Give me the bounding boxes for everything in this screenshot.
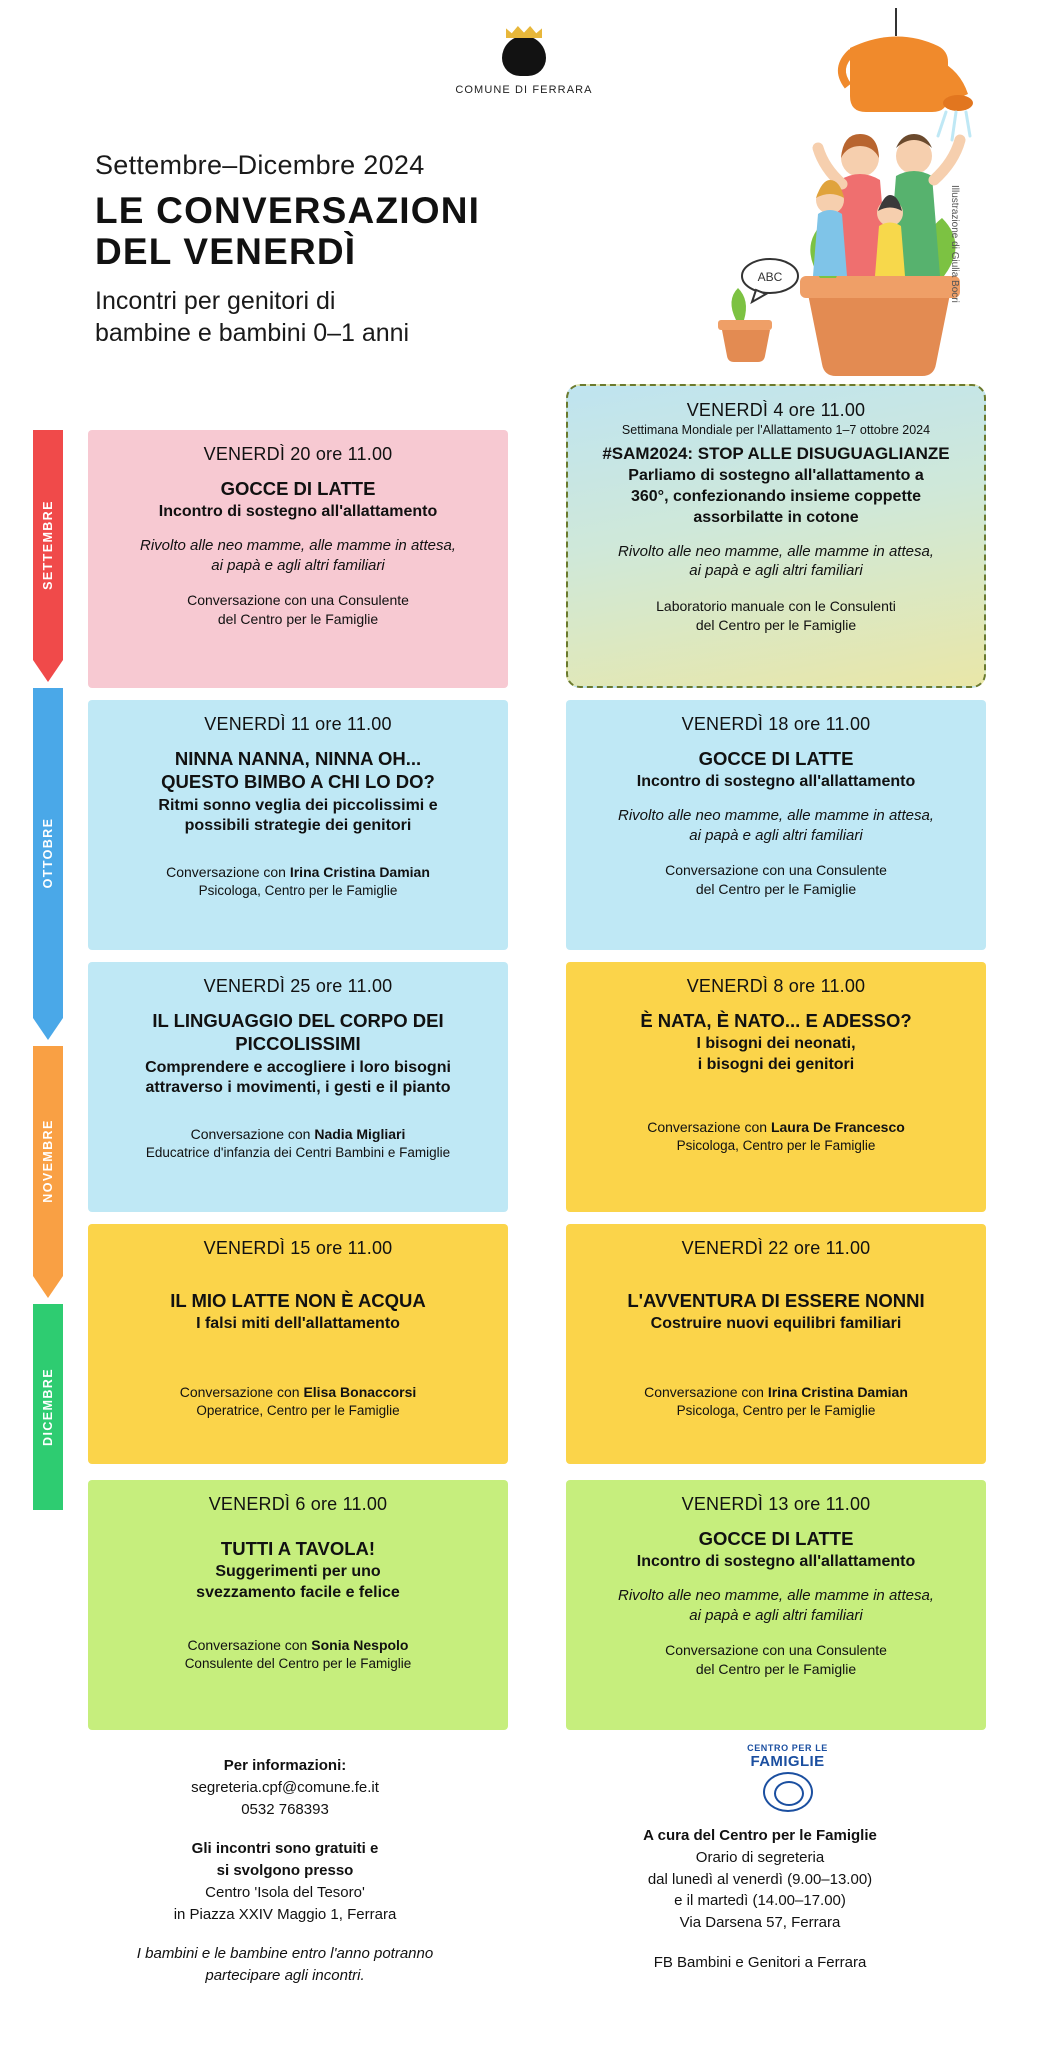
- event-desc-line-2: i bisogni dei genitori: [697, 1056, 855, 1074]
- social-handle[interactable]: FB Bambini e Genitori a Ferrara: [653, 1953, 867, 1971]
- event-desc: [104, 1562, 492, 1604]
- event-card-ott-25[interactable]: [88, 962, 508, 1212]
- watering-can-illustration-icon: [700, 8, 990, 378]
- event-card-dic-6[interactable]: [88, 1480, 508, 1730]
- event-with-person: Irina Cristina Damian: [289, 864, 430, 881]
- event-desc-line-1: I bisogni dei neonati,: [696, 1035, 856, 1053]
- event-with: [104, 863, 492, 900]
- subtitle-line-1: Incontri per genitori di: [95, 286, 336, 315]
- event-target-line-2: ai papà e agli altri familiari: [689, 1606, 863, 1624]
- event-role: Psicologa, Centro per le Famiglie: [198, 883, 398, 899]
- event-desc-line-2: possibili strategie dei genitori: [184, 817, 412, 835]
- event-title: È NATA, È NATO... E ADESSO?: [640, 1010, 912, 1031]
- event-with-line-2: del Centro per le Famiglie: [695, 880, 857, 897]
- event-role: Consulente del Centro per le Famiglie: [184, 1655, 412, 1671]
- title-line-2: DEL VENERDÌ: [95, 231, 357, 273]
- event-when: VENERDÌ 6 ore 11.00: [208, 1494, 388, 1514]
- event-with: [582, 1118, 970, 1155]
- event-with-person: Sonia Nespolo: [311, 1636, 409, 1653]
- venue-line-2: in Piazza XXIV Maggio 1, Ferrara: [173, 1905, 397, 1923]
- event-with-person: Nadia Migliari: [314, 1126, 406, 1143]
- event-title-line-2: QUESTO BIMBO A CHI LO DO?: [161, 771, 435, 793]
- event-title: GOCCE DI LATTE: [698, 748, 854, 769]
- event-with-line-1: Conversazione con una Consulente: [665, 1642, 887, 1659]
- crest-label: COMUNE DI FERRARA: [455, 84, 593, 96]
- event-card-ott-18[interactable]: [566, 700, 986, 950]
- event-target-line-2: ai papà e agli altri familiari: [689, 562, 863, 580]
- logo-line-1: CENTRO PER LE: [747, 1743, 828, 1753]
- free-line-1: Gli incontri sono gratuiti e: [191, 1840, 379, 1858]
- event-with-line-2: del Centro per le Famiglie: [695, 616, 857, 633]
- event-card-sett-20[interactable]: [88, 430, 508, 688]
- event-when: VENERDÌ 13 ore 11.00: [681, 1494, 871, 1514]
- event-with-person: Laura De Francesco: [770, 1118, 905, 1135]
- curated-by: A cura del Centro per le Famiglie: [643, 1827, 877, 1844]
- event-target: [584, 542, 968, 581]
- event-desc-line-1: Suggerimenti per uno: [215, 1563, 381, 1581]
- event-with-line-1: Conversazione con una Consulente: [187, 592, 409, 609]
- event-with-prefix: Conversazione con: [187, 1636, 312, 1653]
- event-desc: [104, 796, 492, 838]
- event-desc-line-3: assorbilatte in cotone: [693, 509, 859, 526]
- event-when: VENERDÌ 15 ore 11.00: [203, 1238, 393, 1258]
- event-target-line-1: Rivolto alle neo mamme, alle mamme in attesa,: [618, 1587, 934, 1605]
- contact-phone[interactable]: 0532 768393: [241, 1800, 329, 1818]
- month-label-dicembre: DICEMBRE: [41, 1368, 55, 1446]
- event-card-sam2024[interactable]: [566, 384, 986, 688]
- event-with-prefix: Conversazione con: [190, 1126, 315, 1143]
- office-address: Via Darsena 57, Ferrara: [679, 1914, 841, 1931]
- event-title: L'AVVENTURA DI ESSERE NONNI: [627, 1290, 925, 1311]
- event-role: Psicologa, Centro per le Famiglie: [676, 1137, 876, 1153]
- event-desc: Incontro di sostegno all'allattamento: [158, 503, 438, 521]
- event-with-person: Irina Cristina Damian: [767, 1384, 908, 1401]
- event-desc-line-1: Parliamo di sostegno all'allattamento a: [628, 467, 924, 485]
- info-title: Per informazioni:: [223, 1757, 347, 1774]
- footer-contacts: [90, 1755, 480, 1987]
- poster-subtitle: [95, 285, 695, 350]
- page-title: [95, 190, 695, 273]
- event-desc: Costruire nuovi equilibri familiari: [650, 1315, 902, 1333]
- event-target-line-2: ai papà e agli altri familiari: [211, 556, 385, 574]
- event-title-line-1: IL LINGUAGGIO DEL CORPO DEI: [152, 1010, 444, 1031]
- event-with: [104, 591, 492, 629]
- event-with: [582, 1383, 970, 1420]
- event-card-nov-8[interactable]: [566, 962, 986, 1212]
- venue-line-1: Centro 'Isola del Tesoro': [205, 1883, 365, 1901]
- month-band-novembre: [33, 1046, 63, 1276]
- event-with: [582, 861, 970, 899]
- hours-title: Orario di segreteria: [695, 1848, 825, 1866]
- event-with-prefix: Conversazione con: [644, 1384, 768, 1401]
- month-arrow-settembre: [33, 660, 63, 682]
- event-with: [584, 597, 968, 635]
- event-target-line-2: ai papà e agli altri familiari: [689, 826, 863, 844]
- month-arrow-ottobre: [33, 1018, 63, 1040]
- event-title-line-2: PICCOLISSIMI: [235, 1033, 361, 1055]
- event-role: Educatrice d'infanzia dei Centri Bambini e Famiglie: [145, 1145, 451, 1161]
- children-line-2: partecipare agli incontri.: [205, 1967, 365, 1984]
- event-when: VENERDÌ 20 ore 11.00: [203, 444, 393, 464]
- event-desc-line-2: attraverso i movimenti, i gesti e il pianto: [145, 1079, 451, 1097]
- month-band-dicembre: [33, 1304, 63, 1510]
- event-target: [582, 806, 970, 845]
- event-when: VENERDÌ 8 ore 11.00: [686, 976, 866, 996]
- event-target-line-1: Rivolto alle neo mamme, alle mamme in attesa,: [618, 542, 934, 560]
- event-with: [104, 1636, 492, 1673]
- event-with-line-1: Laboratorio manuale con le Consulenti: [656, 597, 896, 614]
- event-desc: [104, 1058, 492, 1100]
- event-desc-line-2: 360°, confezionando insieme coppette: [630, 488, 921, 506]
- children-line-1: I bambini e le bambine entro l'anno potranno: [136, 1945, 434, 1963]
- title-line-1: LE CONVERSAZIONI: [95, 190, 481, 231]
- event-when: VENERDÌ 18 ore 11.00: [681, 714, 871, 734]
- event-role: Psicologa, Centro per le Famiglie: [676, 1402, 876, 1418]
- poster-header: [95, 150, 695, 350]
- event-with: [104, 1125, 492, 1162]
- footer-organizer: [560, 1825, 960, 1974]
- event-title: GOCCE DI LATTE: [220, 478, 376, 499]
- event-with-line-1: Conversazione con una Consulente: [665, 862, 887, 879]
- month-rail: [33, 430, 63, 1480]
- event-desc: Incontro di sostegno all'allattamento: [636, 773, 916, 791]
- month-band-settembre: [33, 430, 63, 660]
- event-card-ott-11[interactable]: [88, 700, 508, 950]
- event-with-line-2: del Centro per le Famiglie: [695, 1660, 857, 1677]
- event-role: Operatrice, Centro per le Famiglie: [196, 1402, 400, 1418]
- event-target: [582, 1586, 970, 1625]
- event-when: VENERDÌ 11 ore 11.00: [204, 714, 392, 734]
- event-target: [104, 536, 492, 575]
- event-card-nov-15[interactable]: [88, 1224, 508, 1464]
- free-line-2: si svolgono presso: [216, 1862, 354, 1879]
- event-title: [104, 1009, 492, 1056]
- event-desc: [582, 1034, 970, 1076]
- event-title: [104, 747, 492, 794]
- event-with: [582, 1641, 970, 1679]
- event-desc-line-1: Ritmi sonno veglia dei piccolissimi e: [158, 796, 438, 814]
- event-title: TUTTI A TAVOLA!: [220, 1538, 376, 1559]
- month-arrow-novembre: [33, 1276, 63, 1298]
- centro-famiglie-logo-icon: [735, 1743, 840, 1812]
- event-desc-line-2: svezzamento facile e felice: [196, 1584, 400, 1602]
- event-note: Settimana Mondiale per l'Allattamento 1–7 ottobre 2024: [621, 423, 931, 437]
- poster-dates: Settembre–Dicembre 2024: [95, 150, 425, 180]
- event-with-person: Elisa Bonaccorsi: [303, 1384, 417, 1401]
- event-card-nov-22[interactable]: [566, 1224, 986, 1464]
- event-desc-line-1: Comprendere e accogliere i loro bisogni: [145, 1058, 451, 1076]
- event-target-line-1: Rivolto alle neo mamme, alle mamme in attesa,: [618, 807, 934, 825]
- svg-text:ABC: ABC: [757, 270, 783, 284]
- event-when: VENERDÌ 4 ore 11.00: [686, 400, 866, 420]
- contact-email[interactable]: segreteria.cpf@comune.fe.it: [191, 1778, 379, 1796]
- event-with-line-2: del Centro per le Famiglie: [217, 610, 379, 627]
- subtitle-line-2: bambine e bambini 0–1 anni: [95, 319, 410, 348]
- hours-line-2: e il martedì (14.00–17.00): [674, 1892, 846, 1910]
- logo-line-2: FAMIGLIE: [750, 1753, 825, 1770]
- event-card-dic-13[interactable]: [566, 1480, 986, 1730]
- month-label-novembre: NOVEMBRE: [41, 1119, 55, 1203]
- event-with-prefix: Conversazione con: [647, 1118, 771, 1135]
- hours-line-1: dal lunedì al venerdì (9.00–13.00): [647, 1870, 873, 1888]
- event-when: VENERDÌ 22 ore 11.00: [681, 1238, 871, 1258]
- event-desc: I falsi miti dell'allattamento: [196, 1315, 400, 1333]
- city-crest-icon: [498, 22, 550, 78]
- event-desc: [584, 466, 968, 528]
- event-with: [104, 1383, 492, 1420]
- event-with-prefix: Conversazione con: [179, 1384, 304, 1401]
- month-band-ottobre: [33, 688, 63, 1018]
- month-label-settembre: SETTEMBRE: [41, 500, 55, 590]
- event-title-line-1: NINNA NANNA, NINNA OH...: [174, 748, 422, 769]
- event-title: IL MIO LATTE NON È ACQUA: [170, 1290, 426, 1311]
- month-label-ottobre: OTTOBRE: [41, 817, 55, 889]
- event-title: GOCCE DI LATTE: [698, 1528, 854, 1549]
- illustration-credit: Illustrazione di Giulia Bocri: [949, 185, 960, 303]
- event-target-line-1: Rivolto alle neo mamme, alle mamme in attesa,: [140, 537, 456, 555]
- event-with-prefix: Conversazione con: [166, 864, 290, 881]
- event-when: VENERDÌ 25 ore 11.00: [203, 976, 393, 996]
- event-title: #SAM2024: STOP ALLE DISUGUAGLIANZE: [602, 444, 950, 463]
- event-desc: Incontro di sostegno all'allattamento: [636, 1553, 916, 1571]
